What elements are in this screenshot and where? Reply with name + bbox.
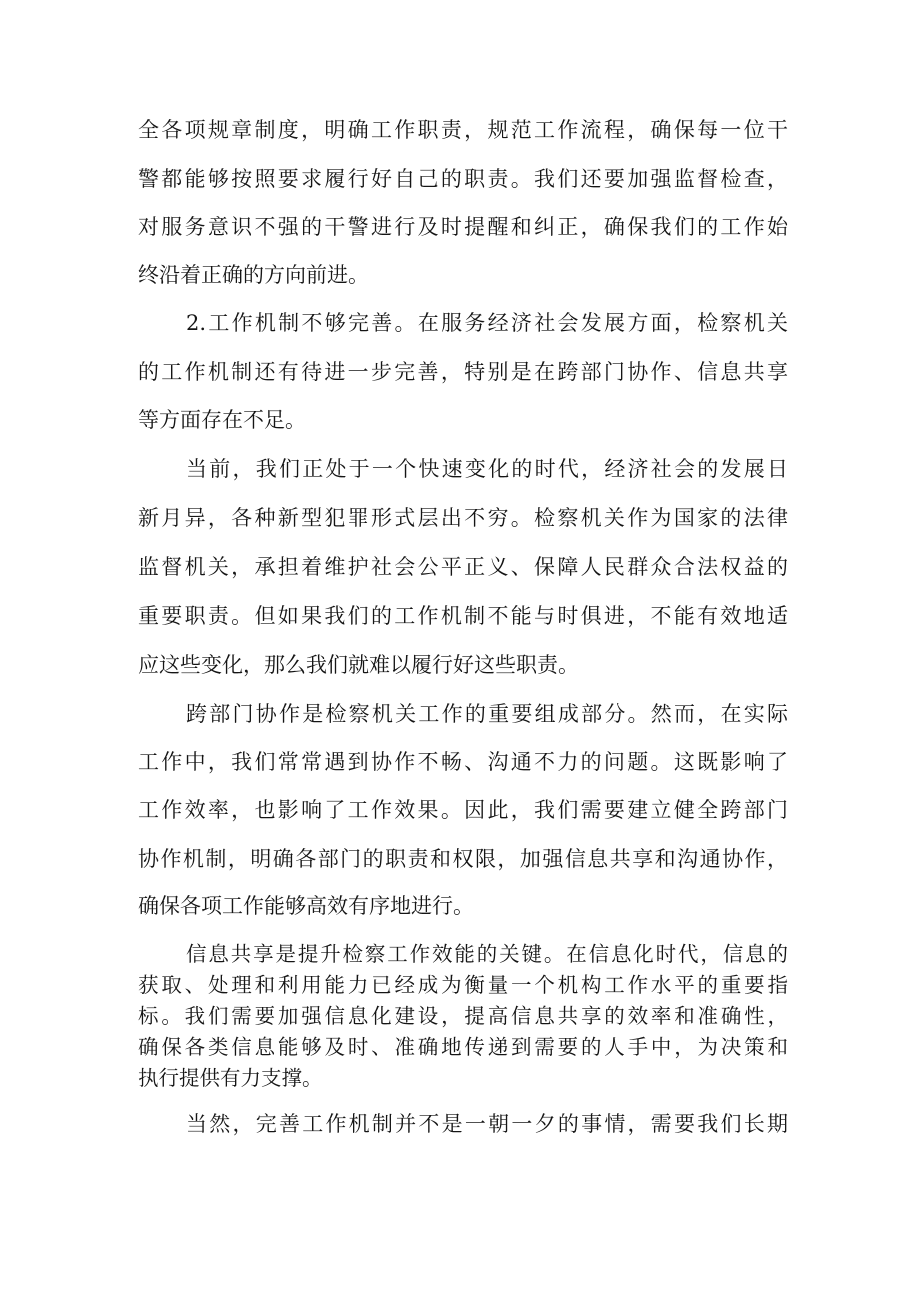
- paragraph-3-line-2: 新月异，各种新型犯罪形式层出不穷。检察机关作为国家的法律: [138, 506, 788, 530]
- paragraph-4-line-5: 确保各项工作能够高效有序地进行。: [138, 894, 474, 918]
- paragraph-3-line-4: 重要职责。但如果我们的工作机制不能与时俱进，不能有效地适: [138, 604, 788, 628]
- paragraph-1-line-4: 终沿着正确的方向前进。: [138, 263, 369, 287]
- paragraph-5-line-4: 确保各类信息能够及时、准确地传递到需要的人手中，为决策和: [138, 1035, 788, 1059]
- paragraph-3-line-1: 当前，我们正处于一个快速变化的时代，经济社会的发展日: [186, 457, 788, 481]
- paragraph-3-line-3: 监督机关，承担着维护社会公平正义、保障人民群众合法权益的: [138, 555, 788, 579]
- paragraph-5-line-1: 信息共享是提升检察工作效能的关键。在信息化时代，信息的: [186, 942, 788, 966]
- paragraph-4-line-3: 工作效率，也影响了工作效果。因此，我们需要建立健全跨部门: [138, 798, 788, 822]
- paragraph-2-line-2: 的工作机制还有待进一步完善，特别是在跨部门协作、信息共享: [138, 360, 788, 384]
- paragraph-1-line-2: 警都能够按照要求履行好自己的职责。我们还要加强监督检查，: [138, 167, 788, 191]
- paragraph-6-line-1: 当然，完善工作机制并不是一朝一夕的事情，需要我们长期: [186, 1112, 788, 1136]
- paragraph-5-line-3: 标。我们需要加强信息化建设，提高信息共享的效率和准确性，: [138, 1004, 788, 1028]
- paragraph-2-line-3: 等方面存在不足。: [138, 408, 306, 432]
- paragraph-4-line-2: 工作中，我们常常遇到协作不畅、沟通不力的问题。这既影响了: [138, 750, 788, 774]
- paragraph-1-line-3: 对服务意识不强的干警进行及时提醒和纠正，确保我们的工作始: [138, 215, 788, 239]
- paragraph-3-line-5: 应这些变化，那么我们就难以履行好这些职责。: [138, 653, 579, 677]
- paragraph-1-line-1: 全各项规章制度，明确工作职责，规范工作流程，确保每一位干: [138, 118, 788, 142]
- paragraph-4-line-4: 协作机制，明确各部门的职责和权限，加强信息共享和沟通协作，: [138, 847, 788, 871]
- paragraph-5-line-2: 获取、处理和利用能力已经成为衡量一个机构工作水平的重要指: [138, 973, 788, 997]
- paragraph-2-line-1: 2.工作机制不够完善。在服务经济社会发展方面，检察机关: [186, 311, 788, 335]
- paragraph-5-line-5: 执行提供有力支撑。: [138, 1066, 323, 1090]
- paragraph-4-line-1: 跨部门协作是检察机关工作的重要组成部分。然而，在实际: [186, 702, 788, 726]
